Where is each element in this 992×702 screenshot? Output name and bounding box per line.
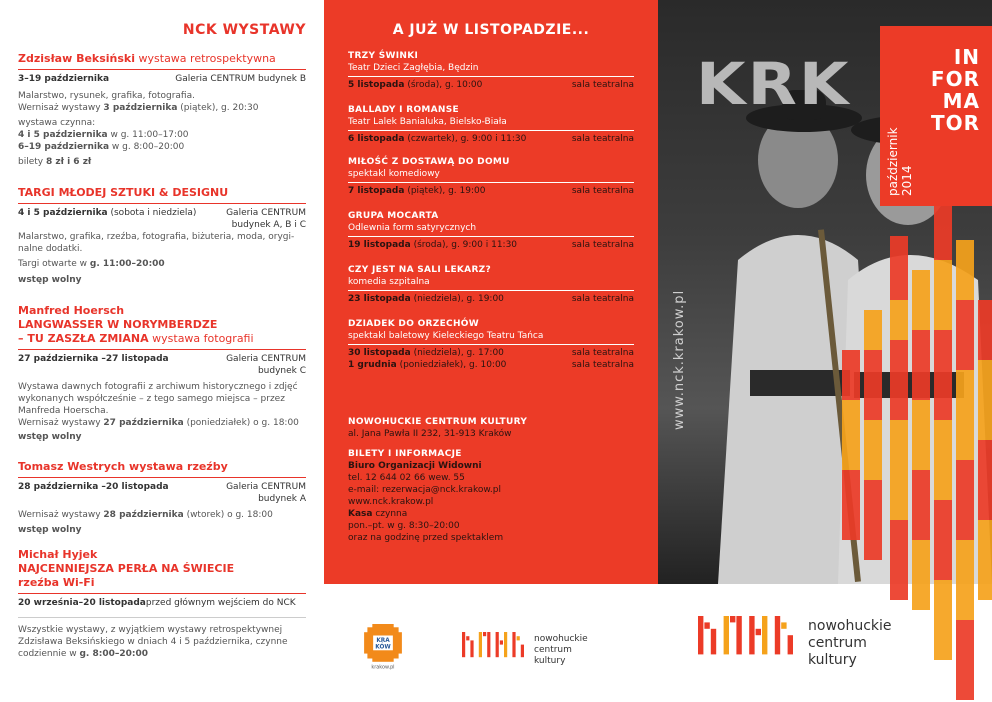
opening-time: (piątek), g. 20:30 (177, 103, 259, 113)
divider (18, 69, 306, 70)
pixel-block (956, 540, 974, 620)
exhibition-desc: Malarstwo, rysunek, grafika, fotografia. (18, 91, 195, 101)
exhibition-desc: Wystawa dawnych fotografii z archiwum historycznego i zdjęć (18, 382, 298, 392)
website: www.nck.krakow.pl (348, 497, 434, 507)
nck-word-2: centrum (534, 644, 572, 655)
pixel-block (842, 350, 860, 400)
divider (348, 236, 634, 237)
contact-info (348, 416, 634, 544)
tickets-label: bilety (18, 157, 46, 167)
pixel-block (864, 350, 882, 420)
exhibition-date: 27 października –27 listopada (18, 354, 169, 364)
show-date-row (348, 347, 634, 359)
pixel-block (956, 620, 974, 700)
nck-big-word-1: nowohuckie (808, 617, 892, 634)
cash-desk-hours-2: oraz na godzinę przed spektaklem (348, 533, 504, 543)
opening-label: Wernisaż wystawy (18, 418, 104, 428)
opening-date: 3 października (103, 103, 178, 113)
cash-desk-hours: pon.–pt. w g. 8:30–20:00 (348, 521, 460, 531)
show-date: 5 listopada (348, 80, 405, 90)
nck-mark-bar (724, 616, 729, 654)
show-title: BALLADY I ROMANSE (348, 105, 459, 115)
exhibitions-column (0, 0, 324, 702)
exhibition-desc-3: Manfreda Hoerscha. (18, 406, 109, 416)
nck-mark-bar (756, 629, 761, 635)
show-date: 6 listopada (348, 134, 405, 144)
pixel-block (934, 206, 952, 260)
exhibition-type: wystawa fotografii (148, 332, 254, 345)
show-venue: sala teatralna (571, 186, 634, 196)
show-date-row (348, 293, 634, 305)
show-venue: sala teatralna (571, 134, 634, 144)
show-date-row (348, 133, 634, 145)
show-venue: sala teatralna (571, 294, 634, 304)
exhibition-type: wystawa retrospektywna (135, 52, 276, 65)
show-company: Odlewnia form satyrycznych (348, 223, 477, 233)
exhibition-hyjek (18, 548, 306, 660)
open-label: wystawa czynna: (18, 118, 96, 128)
pixel-block (912, 270, 930, 330)
nck-mark-bar (504, 632, 507, 657)
exhibition-artist: Michał Hyjek (18, 548, 98, 561)
exhibition-place: Galeria CENTRUM (226, 482, 306, 492)
nck-mark-bar (775, 616, 780, 654)
nck-mark-bar (788, 635, 793, 654)
nck-mark-bar (512, 632, 515, 657)
opening-date: 28 października (103, 510, 184, 520)
exhibition-title-2: – TU ZASZŁA ZMIANA (18, 332, 149, 345)
nck-mark-bar (500, 640, 503, 644)
opening-label: Wernisaż wystawy (18, 103, 104, 113)
pixel-block (864, 480, 882, 560)
show-time: (piątek), g. 19:00 (404, 186, 486, 196)
opening-time: (poniedziałek) o g. 18:00 (183, 418, 299, 428)
pixel-block (890, 420, 908, 520)
exhibition-westrych (18, 460, 306, 536)
pixel-block (978, 360, 992, 440)
pixel-block (978, 520, 992, 600)
open-days-1: 4 i 5 października (18, 130, 108, 140)
box-office-name: Biuro Organizacji Widowni (348, 461, 482, 471)
show-venue: sala teatralna (571, 348, 634, 358)
exhibition-date: 20 września–20 listopada (18, 598, 146, 608)
pixel-block (912, 540, 930, 610)
exhibition-date: 4 i 5 października (18, 208, 108, 218)
open-label: Targi otwarte w (18, 259, 90, 269)
nck-mark-large-icon (698, 616, 798, 670)
nck-mark-bar (704, 622, 709, 628)
nck-big-word-2: centrum (808, 634, 867, 651)
krakow-logo-text: KRA (376, 638, 390, 645)
cover-column (658, 0, 992, 702)
pixel-block (842, 470, 860, 540)
show-date: 19 listopada (348, 240, 411, 250)
show-company: spektakl baletowy Kieleckiego Teatru Tańca (348, 331, 544, 341)
nck-mark-bar (698, 616, 703, 654)
exhibition-type: rzeźba Wi-Fi (18, 576, 95, 589)
show-time-2: (poniedziałek), g. 10:00 (396, 360, 507, 370)
informator-tag (880, 26, 992, 206)
show-item (348, 264, 634, 305)
show-title: DZIADEK DO ORZECHÓW (348, 319, 479, 329)
pixel-block (978, 440, 992, 520)
nck-big-word-3: kultury (808, 651, 857, 668)
show-time: (niedziela), g. 17:00 (410, 348, 504, 358)
exhibition-desc-2: wykonanych współcześnie – z tego samego miejsca – przez (18, 394, 285, 404)
divider (348, 130, 634, 131)
pixel-block (956, 370, 974, 460)
show-time: (niedziela), g. 19:00 (410, 294, 504, 304)
nck-mark-bar (483, 632, 486, 636)
nck-mark-bar (736, 616, 741, 654)
phone: tel. 12 644 02 66 wew. 55 (348, 473, 465, 483)
nck-mark-bar (711, 629, 716, 655)
show-time: (środa), g. 9:00 i 11:30 (410, 240, 518, 250)
pixel-block (934, 420, 952, 500)
show-date-row-2 (348, 359, 634, 371)
exhibition-days: (sobota i niedziela) (107, 208, 197, 218)
pixel-block (956, 300, 974, 370)
exhibition-desc: Malarstwo, grafika, rzeźba, fotografia, biżuteria, moda, orygi- (18, 232, 295, 242)
pixel-block (934, 330, 952, 420)
exhibition-buildings: budynek A, B i C (231, 220, 306, 230)
nck-mark-bar (496, 632, 499, 657)
org-name: NOWOHUCKIE CENTRUM KULTURY (348, 417, 528, 427)
divider (348, 344, 634, 345)
nck-mark-bar (466, 636, 469, 640)
exhibition-artist: Zdzisław Beksiński (18, 52, 136, 65)
show-time: (czwartek), g. 9:00 i 11:30 (404, 134, 527, 144)
pixel-block (912, 330, 930, 400)
exhibition-artist: Tomasz Westrych (18, 460, 126, 473)
show-item (348, 210, 634, 251)
nck-mark-icon (462, 632, 528, 668)
pixel-block (890, 300, 908, 340)
pixel-block (934, 580, 952, 660)
november-column (324, 0, 658, 584)
divider-light (18, 617, 306, 618)
informator-title: IN FOR MA TOR (930, 45, 980, 135)
nck-mark-bar (462, 632, 465, 657)
show-venue: sala teatralna (571, 240, 634, 250)
show-venue-2: sala teatralna (571, 360, 634, 370)
pixel-block (956, 240, 974, 300)
krakow-logo-url: krakow.pl (371, 664, 395, 670)
divider (348, 76, 634, 77)
nck-mark-bar (517, 636, 520, 640)
opening-date: 27 października (103, 418, 184, 428)
cash-desk-open: czynna (372, 509, 408, 519)
show-company: komedia szpitalna (348, 277, 430, 287)
show-item (348, 156, 634, 197)
exhibition-date: 3–19 października (18, 74, 110, 84)
pixel-block (890, 340, 908, 420)
exhibition-title: NAJCENNIEJSZA PERŁA NA ŚWIECIE (18, 562, 235, 575)
pixel-block (912, 400, 930, 470)
opening-time: (wtorek) o g. 18:00 (183, 510, 273, 520)
exhibition-artist: Manfred Hoersch (18, 304, 125, 317)
exhibition-beksinski (18, 52, 306, 168)
open-hours-1: w g. 11:00–17:00 (107, 130, 189, 140)
exhibition-place: Galeria CENTRUM (226, 208, 306, 218)
pixel-block (864, 420, 882, 480)
nck-mark-bar (730, 616, 735, 622)
show-item (348, 318, 634, 371)
show-venue: sala teatralna (571, 80, 634, 90)
svg-text:KÓW: KÓW (375, 644, 391, 651)
nck-word-1: nowohuckie (534, 633, 588, 644)
pixel-block (864, 310, 882, 350)
pixel-block (890, 520, 908, 600)
sponsor-logos (324, 584, 658, 702)
show-time: (środa), g. 10:00 (404, 80, 483, 90)
exhibition-building: budynek C (257, 366, 306, 376)
note-line-2: Zdzisława Beksińskiego w dniach 4 i 5 października, czynne (18, 637, 288, 647)
nck-word-3: kultury (534, 655, 566, 666)
show-title: TRZY ŚWINKI (348, 51, 419, 61)
november-title: A JUŻ W LISTOPADZIE... (392, 22, 590, 38)
show-date-row (348, 185, 634, 197)
divider (18, 477, 306, 478)
divider (18, 349, 306, 350)
show-date-row (348, 239, 634, 251)
pixel-block (934, 500, 952, 580)
show-title: GRUPA MOCARTA (348, 211, 439, 221)
issue-year: 2014 (900, 165, 914, 196)
pixel-block (978, 300, 992, 360)
exhibition-date: 28 października –20 listopada (18, 482, 169, 492)
nck-mark-bar (762, 616, 767, 654)
nck-mark-bar (487, 632, 490, 657)
show-title: MIŁOŚĆ Z DOSTAWĄ DO DOMU (348, 157, 510, 167)
show-company: spektakl komediowy (348, 169, 440, 179)
open-hours: g. 11:00–20:00 (89, 259, 165, 269)
nck-mark-bar (470, 640, 473, 657)
show-company: Teatr Lalek Banialuka, Bielsko-Biała (348, 117, 507, 127)
exhibition-place: Galeria CENTRUM (226, 354, 306, 364)
krk-logo: KRK (696, 51, 851, 119)
exhibition-desc-2: nalne dodatki. (18, 244, 83, 254)
pixel-block (934, 260, 952, 330)
show-item (348, 50, 634, 91)
pixel-block (956, 460, 974, 540)
free-entry: wstęp wolny (18, 432, 82, 442)
nck-mark-bar (781, 622, 786, 628)
website-vertical: www.nck.krakow.pl (672, 289, 687, 430)
free-entry: wstęp wolny (18, 275, 82, 285)
tickets-price: 8 zł i 6 zł (45, 157, 92, 167)
divider (18, 593, 306, 594)
show-company: Teatr Dzieci Zagłębia, Będzin (348, 63, 479, 73)
show-title: CZY JEST NA SALI LEKARZ? (348, 265, 492, 275)
pixel-block (890, 236, 908, 300)
open-hours-2: w g. 8:00–20:00 (109, 142, 185, 152)
nck-mark-bar (521, 645, 524, 658)
divider (18, 203, 306, 204)
tickets-heading: BILETY I INFORMACJE (348, 449, 462, 459)
exhibition-place: Galeria CENTRUM budynek B (175, 74, 306, 84)
note-hours: g. 8:00–20:00 (79, 649, 148, 659)
exhibition-title: LANGWASSER W NORYMBERDZE (18, 318, 218, 331)
note-line-3: codziennie w (18, 649, 80, 659)
pixel-block (842, 400, 860, 470)
nck-mark-bar (749, 616, 754, 654)
pixel-block (912, 470, 930, 540)
show-date-2: 1 grudnia (348, 360, 397, 370)
show-date-row (348, 79, 634, 91)
nck-logo-small (462, 632, 588, 668)
divider (348, 290, 634, 291)
krakow-logo (360, 624, 406, 670)
org-address: al. Jana Pawła II 232, 31-913 Kraków (348, 429, 512, 439)
note-line-1: Wszystkie wystawy, z wyjątkiem wystawy retrospektywnej (18, 625, 283, 635)
exhibition-title: TARGI MŁODEJ SZTUKI & DESIGNU (18, 186, 229, 199)
show-date: 23 listopada (348, 294, 411, 304)
opening-label: Wernisaż wystawy (18, 510, 104, 520)
show-date: 30 listopada (348, 348, 411, 358)
exhibition-place: przed głównym wejściem do NCK (145, 598, 296, 608)
exhibition-hoersch (18, 304, 306, 443)
free-entry: wstęp wolny (18, 525, 82, 535)
show-date: 7 listopada (348, 186, 405, 196)
divider (348, 182, 634, 183)
nck-mark-bar (479, 632, 482, 657)
issue-month: październik (886, 127, 900, 196)
show-item (348, 104, 634, 145)
exhibition-building: budynek A (258, 494, 306, 504)
exhibitions-title: NCK WYSTAWY (182, 22, 306, 38)
email: e-mail: rezerwacja@nck.krakow.pl (348, 485, 501, 495)
open-days-2: 6–19 października (18, 142, 110, 152)
nck-logo-large (698, 616, 892, 670)
exhibition-fair (18, 186, 306, 286)
cash-desk-label: Kasa (348, 509, 373, 519)
exhibition-type: wystawa rzeźby (125, 460, 228, 473)
